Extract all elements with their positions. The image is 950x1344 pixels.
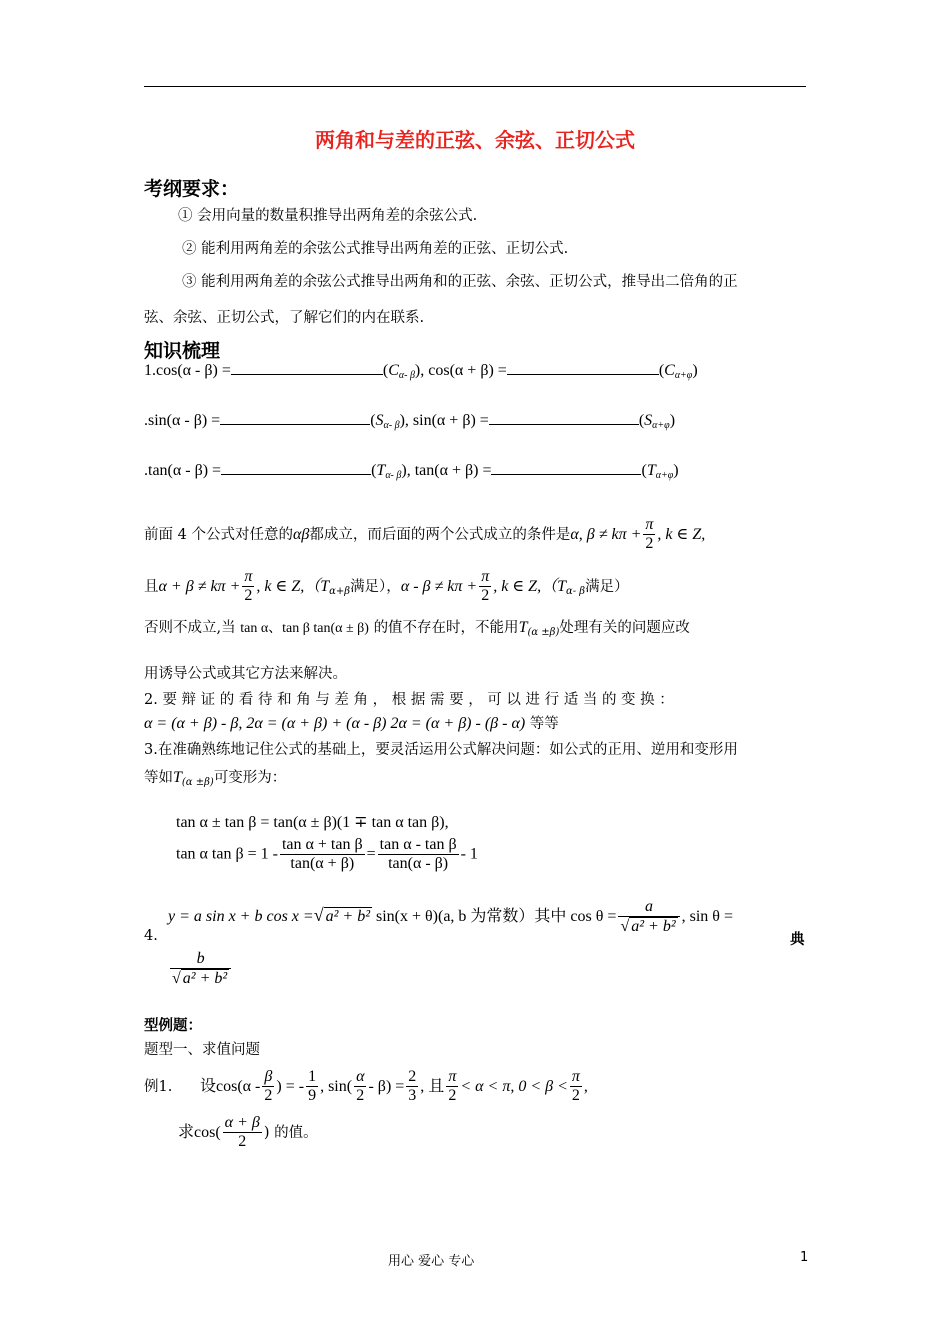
formula-tag-sub: α- β — [385, 470, 402, 481]
note-flexible: 3.在准确熟练地记住公式的基础上，要灵活运用公式解决问题：如公式的正用、逆用和变形用 — [144, 742, 738, 758]
denominator: 2 — [264, 1087, 273, 1105]
note-math: , sin θ = — [681, 908, 733, 926]
denominator: 3 — [408, 1087, 417, 1105]
example-math: , sin( — [320, 1077, 353, 1095]
note-text: 都成立，而后面的两个公式成立的条件是 — [309, 526, 571, 543]
formula-cos-mid: ), cos(α + β) = — [414, 362, 507, 379]
denominator: 2 — [643, 534, 655, 553]
note-math: y = a sin x + b cos x = — [168, 908, 314, 926]
numerator: π — [571, 1068, 580, 1085]
fraction — [280, 836, 365, 874]
sqrt-icon: √ — [313, 905, 324, 926]
numerator: 1 — [308, 1068, 317, 1085]
requirement-1: ① 会用向量的数量积推导出两角差的余弦公式. — [178, 208, 478, 224]
formula-tan-label: .tan(α - β) = — [144, 462, 222, 479]
example-math: ) = - — [276, 1077, 305, 1095]
fraction — [378, 836, 459, 874]
note-text: 处理有关的问题应改 — [559, 620, 690, 636]
formula-tan-sum-variant: tan α ± tan β = tan(α ± β)(1 ∓ tan α tan β), — [176, 814, 449, 831]
numerator: β — [264, 1068, 273, 1085]
denominator: 2 — [479, 586, 491, 605]
numerator: π — [481, 568, 490, 585]
note-conditions-2 — [144, 568, 629, 606]
sqrt-content: a² + b² — [325, 908, 370, 926]
example-label: 例1. — [144, 1078, 173, 1095]
blank — [491, 462, 641, 475]
blank — [231, 362, 383, 375]
denominator: 2 — [570, 1086, 582, 1105]
note-math-sub: α+β — [329, 585, 351, 597]
numerator: a — [645, 898, 654, 915]
requirement-3: ③ 能利用两角差的余弦公式推导出两角和的正弦、余弦、正切公式，推导出二倍角的正 — [182, 274, 738, 290]
note-math: , k ∈ Z,（ — [493, 577, 558, 595]
example-math: , 且 — [420, 1077, 445, 1095]
formula-tag-sub: α+φ — [674, 370, 693, 381]
formula-tan-mid: ), tan(α + β) = — [401, 462, 492, 479]
note-text: 满足） — [585, 578, 629, 595]
item-4-label: 4. — [144, 928, 158, 944]
formula-tag: T — [646, 462, 656, 479]
example-heading: 型例题： — [144, 1017, 202, 1034]
fraction — [618, 898, 679, 937]
denominator: 2 — [354, 1086, 366, 1105]
numerator: b — [196, 950, 205, 967]
formula-tag-sub: α- β — [398, 370, 415, 381]
denominator: 2 — [242, 586, 254, 605]
note-math: = — [366, 845, 376, 863]
fraction — [354, 1068, 366, 1106]
note-math-sub: (α ±β) — [527, 627, 560, 638]
fraction — [446, 1068, 458, 1106]
formula-sin-label: .sin(α - β) = — [144, 412, 221, 429]
numerator: tan α - tan β — [379, 836, 457, 853]
numerator: α + β — [224, 1114, 260, 1131]
note-math: sin(x + θ)(a, b 为常数）其中 cos θ = — [375, 908, 617, 926]
note-math: T — [320, 577, 330, 595]
denominator: 2 — [446, 1086, 458, 1105]
typical-char: 典 — [790, 931, 805, 948]
note-variant — [144, 766, 286, 788]
formula-tan-product — [176, 836, 478, 874]
example-text: ) 的值。 — [263, 1124, 318, 1141]
denominator: √ a² + b² — [170, 968, 231, 988]
note-text: 的值不存在时，不能用 — [373, 620, 519, 636]
note-transform-math — [144, 712, 559, 733]
note-alternative: 用诱导公式或其它方法来解决。 — [144, 666, 347, 682]
formula-sin-theta-fraction — [168, 950, 233, 989]
example-1-question — [178, 1114, 318, 1152]
footer-slogan: 用心 爱心 专心 — [388, 1254, 475, 1269]
note-math: , k ∈ Z, — [657, 525, 706, 543]
fraction — [306, 1068, 318, 1106]
fraction — [570, 1068, 582, 1106]
formula-cos-label: 1.cos(α - β) = — [144, 362, 231, 379]
requirements-heading: 考纲要求： — [144, 178, 240, 200]
note-math: α = (α + β) - β, 2α = (α + β) + (α - β) 2α = (α + β) - (β - α) — [144, 715, 526, 732]
blank — [489, 412, 639, 425]
requirement-3-cont: 弦、余弦、正切公式，了解它们的内在联系. — [144, 310, 425, 326]
fraction — [242, 568, 254, 606]
note-text: 且 — [144, 578, 159, 595]
page-number: 1 — [800, 1250, 809, 1265]
sqrt-content: a² + b² — [631, 918, 676, 936]
page-title: 两角和与差的正弦、余弦、正切公式 — [315, 128, 635, 152]
example-math: - β) = — [368, 1077, 405, 1095]
formula-tag: C — [388, 362, 399, 379]
formula-tag: S — [375, 412, 384, 429]
numerator: α — [356, 1068, 365, 1085]
note-conditions — [144, 516, 705, 554]
formula-tag-sub: α- β — [383, 420, 400, 431]
note-text: 满足）， — [350, 578, 401, 595]
note-transform: 2. 要 辩 证 的 看 待 和 角 与 差 角 ， 根 据 需 要 ， 可 以 进 行 适 当 的 变 换 ： — [144, 692, 674, 708]
denominator: tan(α + β) — [280, 854, 365, 873]
formula-tag: C — [664, 362, 675, 379]
example-math: 设cos(α - — [200, 1077, 261, 1095]
denominator: √ a² + b² — [618, 916, 679, 936]
blank — [507, 362, 659, 375]
note-math: α - β ≠ kπ + — [400, 577, 478, 595]
denominator: 9 — [308, 1087, 317, 1105]
numerator: π — [645, 516, 654, 533]
fraction — [223, 1114, 262, 1152]
note-math-sub: (α ±β) — [181, 777, 214, 788]
example-math: , — [583, 1077, 588, 1095]
formula-tag: S — [644, 412, 653, 429]
denominator: tan(α - β) — [378, 854, 459, 873]
blank — [221, 462, 371, 475]
note-math: - 1 — [460, 845, 478, 863]
blank — [220, 412, 370, 425]
note-math: T — [557, 577, 566, 595]
note-math: α, β ≠ kπ + — [570, 525, 642, 543]
formula-tan: $.\tan(\alpha - \beta) = (T_{\alpha- \beta})$, $\tan(\alpha + \beta) = (T_{\alpha+\varphi})$ — [144, 462, 679, 481]
denominator: 2 — [223, 1132, 262, 1151]
fraction — [262, 1068, 274, 1106]
example-1 — [144, 1068, 588, 1106]
note-math: T — [518, 619, 528, 636]
note-math: αβ — [292, 525, 310, 543]
header-rule — [144, 86, 806, 87]
formula-tag-sub: α+φ — [655, 470, 674, 481]
fraction — [479, 568, 491, 606]
formula-cos: $1.\cos(\alpha - \beta) = (C_{\alpha- \beta})$, $\cos(\alpha + \beta) = (C_{\alpha+\varphi})$ — [144, 362, 698, 381]
note-math: tan α tan β = 1 - — [176, 845, 278, 863]
note-text: 否则不成立,当 — [144, 620, 236, 636]
requirement-2: ② 能利用两角差的余弦公式推导出两角差的正弦、正切公式. — [182, 241, 569, 257]
note-math: T — [173, 769, 182, 786]
fraction — [406, 1068, 418, 1106]
fraction — [643, 516, 655, 554]
note-exception — [144, 616, 690, 638]
knowledge-heading: 知识梳理 — [144, 340, 221, 362]
note-math: α + β ≠ kπ + — [158, 577, 241, 595]
note-math: , k ∈ Z,（ — [256, 577, 321, 595]
note-text: 等等 — [529, 716, 559, 732]
example-math: 求cos( — [178, 1123, 221, 1141]
formula-tag: T — [376, 462, 386, 479]
numerator: π — [448, 1068, 457, 1085]
note-text: 等如 — [144, 770, 173, 786]
type-heading: 题型一、求值问题 — [144, 1042, 260, 1058]
formula-sin-mid: ), sin(α + β) = — [399, 412, 489, 429]
formula-sin: $.\sin(\alpha - \beta) = (S_{\alpha- \beta})$, $\sin(\alpha + \beta) = (S_{\alpha+\varphi})$ — [144, 412, 676, 431]
numerator: 2 — [408, 1068, 417, 1085]
numerator: tan α + tan β — [281, 836, 363, 853]
formula-auxiliary-angle — [168, 898, 733, 937]
formula-tag-sub: α+φ — [652, 420, 670, 431]
note-text: 前面 4 个公式对任意的 — [144, 526, 293, 543]
note-text: 可变形为： — [213, 770, 287, 786]
note-math-sub: α- β — [565, 585, 586, 597]
sqrt-content: a² + b² — [182, 970, 228, 988]
example-math: < α < π, 0 < β < — [460, 1077, 568, 1095]
fraction — [170, 950, 231, 989]
numerator: π — [244, 568, 253, 585]
note-math: tan α、tan β tan(α ± β) — [240, 621, 369, 636]
